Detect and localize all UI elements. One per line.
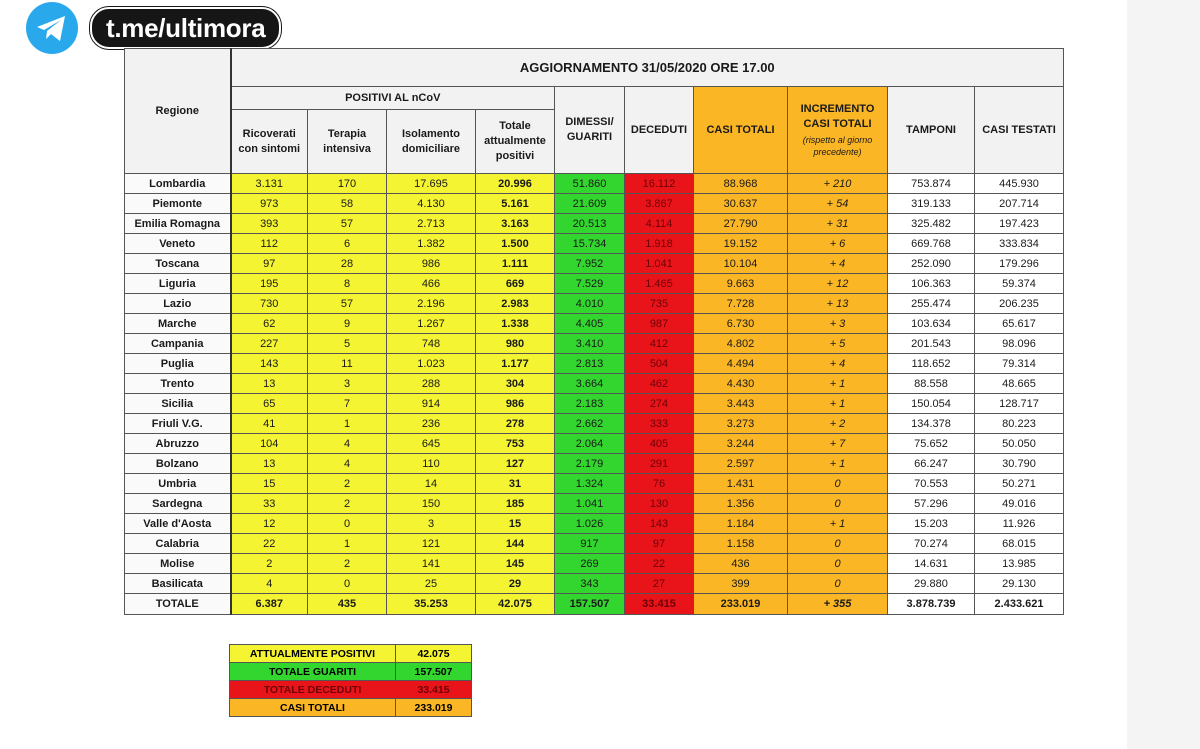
cell-dimessi: 1.041: [555, 494, 625, 514]
cell-totale-positivi: 753: [476, 434, 555, 454]
cell-tamponi: 70.553: [888, 474, 975, 494]
cell-regione: Calabria: [125, 534, 231, 554]
cell-totale-positivi: 31: [476, 474, 555, 494]
cell-ricoverati: 4: [231, 574, 308, 594]
cell-tamponi: 106.363: [888, 274, 975, 294]
cell-totale-positivi: 2.983: [476, 294, 555, 314]
cell-tamponi: 150.054: [888, 394, 975, 414]
telegram-icon: [26, 2, 78, 54]
cell-casi-totali: 10.104: [694, 254, 788, 274]
cell-totale-positivi: 20.996: [476, 174, 555, 194]
summary-table: [229, 644, 472, 717]
cell-tamponi: 118.652: [888, 354, 975, 374]
cell-isolamento: 25: [387, 574, 476, 594]
cell-totale-positivi: 986: [476, 394, 555, 414]
table-row: [125, 194, 1064, 214]
right-margin-strip: [1127, 0, 1200, 749]
cell-incremento: 0: [788, 534, 888, 554]
cell-incremento: + 4: [788, 354, 888, 374]
table-row: [125, 254, 1064, 274]
cell-casi-totali: 436: [694, 554, 788, 574]
cell-deceduti: 291: [625, 454, 694, 474]
summary-label: TOTALE GUARITI: [230, 663, 396, 681]
cell-casi-totali: 233.019: [694, 594, 788, 615]
cell-incremento: + 12: [788, 274, 888, 294]
telegram-watermark: [26, 2, 281, 54]
cell-dimessi: 20.513: [555, 214, 625, 234]
cell-deceduti: 76: [625, 474, 694, 494]
cell-casi-totali: 1.431: [694, 474, 788, 494]
cell-casi-testati: 13.985: [975, 554, 1064, 574]
cell-totale-positivi: 980: [476, 334, 555, 354]
cell-isolamento: 236: [387, 414, 476, 434]
cell-tamponi: 669.768: [888, 234, 975, 254]
cell-incremento: 0: [788, 554, 888, 574]
cell-tamponi: 88.558: [888, 374, 975, 394]
cell-deceduti: 1.918: [625, 234, 694, 254]
cell-isolamento: 150: [387, 494, 476, 514]
cell-deceduti: 143: [625, 514, 694, 534]
totals-row: [125, 594, 1064, 615]
table-row: [125, 334, 1064, 354]
cell-incremento: + 6: [788, 234, 888, 254]
cell-totale-positivi: 5.161: [476, 194, 555, 214]
cell-ricoverati: 97: [231, 254, 308, 274]
cell-terapia: 2: [308, 554, 387, 574]
cell-casi-totali: 9.663: [694, 274, 788, 294]
cell-dimessi: 51.860: [555, 174, 625, 194]
cell-regione: Lombardia: [125, 174, 231, 194]
cell-casi-totali: 27.790: [694, 214, 788, 234]
cell-ricoverati: 3.131: [231, 174, 308, 194]
cell-casi-testati: 79.314: [975, 354, 1064, 374]
cell-tamponi: 29.880: [888, 574, 975, 594]
cell-regione: Friuli V.G.: [125, 414, 231, 434]
cell-totale-positivi: 42.075: [476, 594, 555, 615]
table-row: [125, 234, 1064, 254]
header-tamponi: TAMPONI: [888, 87, 975, 174]
cell-regione: Valle d'Aosta: [125, 514, 231, 534]
cell-casi-testati: 2.433.621: [975, 594, 1064, 615]
cell-tamponi: 753.874: [888, 174, 975, 194]
table-row: [125, 314, 1064, 334]
cell-dimessi: 2.183: [555, 394, 625, 414]
cell-isolamento: 141: [387, 554, 476, 574]
cell-incremento: + 54: [788, 194, 888, 214]
cell-casi-totali: 3.273: [694, 414, 788, 434]
table-row: [125, 214, 1064, 234]
cell-tamponi: 57.296: [888, 494, 975, 514]
cell-incremento: + 4: [788, 254, 888, 274]
cell-isolamento: 2.196: [387, 294, 476, 314]
cell-terapia: 170: [308, 174, 387, 194]
cell-ricoverati: 65: [231, 394, 308, 414]
cell-deceduti: 22: [625, 554, 694, 574]
cell-ricoverati: 15: [231, 474, 308, 494]
cell-ricoverati: 2: [231, 554, 308, 574]
cell-isolamento: 121: [387, 534, 476, 554]
cell-tamponi: 3.878.739: [888, 594, 975, 615]
table-row: [125, 534, 1064, 554]
cell-terapia: 58: [308, 194, 387, 214]
cell-ricoverati: 143: [231, 354, 308, 374]
cell-incremento: + 31: [788, 214, 888, 234]
cell-tamponi: 252.090: [888, 254, 975, 274]
cell-incremento: 0: [788, 474, 888, 494]
cell-regione: Piemonte: [125, 194, 231, 214]
cell-regione: Puglia: [125, 354, 231, 374]
cell-deceduti: 405: [625, 434, 694, 454]
cell-isolamento: 466: [387, 274, 476, 294]
header-regione: Regione: [125, 49, 231, 174]
cell-casi-totali: 6.730: [694, 314, 788, 334]
summary-value: 157.507: [396, 663, 472, 681]
cell-totale-positivi: 1.338: [476, 314, 555, 334]
cell-isolamento: 3: [387, 514, 476, 534]
summary-row: [230, 645, 472, 663]
cell-casi-testati: 206.235: [975, 294, 1064, 314]
summary-label: CASI TOTALI: [230, 699, 396, 717]
cell-totale-positivi: 278: [476, 414, 555, 434]
cell-incremento: + 1: [788, 514, 888, 534]
cell-ricoverati: 12: [231, 514, 308, 534]
cell-deceduti: 16.112: [625, 174, 694, 194]
cell-totale-positivi: 1.177: [476, 354, 555, 374]
cell-casi-totali: 7.728: [694, 294, 788, 314]
cell-deceduti: 462: [625, 374, 694, 394]
cell-casi-testati: 98.096: [975, 334, 1064, 354]
cell-terapia: 4: [308, 454, 387, 474]
table-row: [125, 494, 1064, 514]
cell-terapia: 7: [308, 394, 387, 414]
cell-incremento: + 355: [788, 594, 888, 615]
cell-totale-positivi: 1.500: [476, 234, 555, 254]
summary-label: ATTUALMENTE POSITIVI: [230, 645, 396, 663]
table-row: [125, 434, 1064, 454]
cell-casi-testati: 11.926: [975, 514, 1064, 534]
cell-casi-totali: 3.443: [694, 394, 788, 414]
cell-casi-testati: 333.834: [975, 234, 1064, 254]
cell-ricoverati: 62: [231, 314, 308, 334]
cell-dimessi: 2.662: [555, 414, 625, 434]
cell-terapia: 8: [308, 274, 387, 294]
table-row: [125, 454, 1064, 474]
cell-incremento: + 1: [788, 394, 888, 414]
table-row: [125, 354, 1064, 374]
cell-incremento: + 1: [788, 374, 888, 394]
cell-tamponi: 319.133: [888, 194, 975, 214]
summary-value: 33.415: [396, 681, 472, 699]
cell-dimessi: 15.734: [555, 234, 625, 254]
table-row: [125, 174, 1064, 194]
cell-regione: Trento: [125, 374, 231, 394]
cell-ricoverati: 13: [231, 374, 308, 394]
cell-ricoverati: 112: [231, 234, 308, 254]
cell-ricoverati: 973: [231, 194, 308, 214]
table-row: [125, 294, 1064, 314]
table-body: [125, 174, 1064, 615]
cell-incremento: + 1: [788, 454, 888, 474]
table-row: [125, 374, 1064, 394]
cell-terapia: 5: [308, 334, 387, 354]
cell-incremento: + 13: [788, 294, 888, 314]
header-positivi-group: POSITIVI AL nCoV: [231, 87, 555, 110]
cell-deceduti: 27: [625, 574, 694, 594]
covid-regional-table: [124, 48, 1064, 615]
cell-dimessi: 269: [555, 554, 625, 574]
cell-incremento: + 7: [788, 434, 888, 454]
cell-dimessi: 1.026: [555, 514, 625, 534]
cell-casi-testati: 179.296: [975, 254, 1064, 274]
cell-terapia: 3: [308, 374, 387, 394]
cell-tamponi: 325.482: [888, 214, 975, 234]
cell-regione: Veneto: [125, 234, 231, 254]
header-deceduti: DECEDUTI: [625, 87, 694, 174]
cell-terapia: 28: [308, 254, 387, 274]
cell-ricoverati: 41: [231, 414, 308, 434]
cell-regione: Liguria: [125, 274, 231, 294]
cell-deceduti: 1.465: [625, 274, 694, 294]
cell-casi-totali: 1.184: [694, 514, 788, 534]
cell-regione: Molise: [125, 554, 231, 574]
header-totale-positivi: Totale attualmente positivi: [476, 110, 555, 174]
table-title: AGGIORNAMENTO 31/05/2020 ORE 17.00: [231, 49, 1064, 87]
cell-terapia: 57: [308, 214, 387, 234]
cell-terapia: 11: [308, 354, 387, 374]
cell-regione: Lazio: [125, 294, 231, 314]
cell-isolamento: 17.695: [387, 174, 476, 194]
cell-isolamento: 914: [387, 394, 476, 414]
table-row: [125, 274, 1064, 294]
cell-terapia: 435: [308, 594, 387, 615]
cell-tamponi: 70.274: [888, 534, 975, 554]
cell-terapia: 2: [308, 474, 387, 494]
cell-tamponi: 15.203: [888, 514, 975, 534]
cell-incremento: 0: [788, 494, 888, 514]
cell-ricoverati: 6.387: [231, 594, 308, 615]
cell-casi-testati: 29.130: [975, 574, 1064, 594]
cell-terapia: 1: [308, 414, 387, 434]
table-row: [125, 394, 1064, 414]
watermark-link-text: t.me/ultimora: [90, 7, 281, 49]
cell-ricoverati: 393: [231, 214, 308, 234]
cell-isolamento: 4.130: [387, 194, 476, 214]
cell-totale-positivi: 127: [476, 454, 555, 474]
cell-dimessi: 2.179: [555, 454, 625, 474]
cell-deceduti: 4.114: [625, 214, 694, 234]
cell-terapia: 4: [308, 434, 387, 454]
cell-deceduti: 1.041: [625, 254, 694, 274]
cell-casi-testati: 49.016: [975, 494, 1064, 514]
cell-incremento: 0: [788, 574, 888, 594]
cell-casi-totali: 2.597: [694, 454, 788, 474]
cell-dimessi: 2.064: [555, 434, 625, 454]
cell-isolamento: 986: [387, 254, 476, 274]
cell-ricoverati: 22: [231, 534, 308, 554]
cell-regione: Marche: [125, 314, 231, 334]
cell-deceduti: 97: [625, 534, 694, 554]
cell-deceduti: 987: [625, 314, 694, 334]
cell-casi-testati: 207.714: [975, 194, 1064, 214]
cell-dimessi: 4.010: [555, 294, 625, 314]
cell-isolamento: 1.023: [387, 354, 476, 374]
summary-row: [230, 663, 472, 681]
cell-totale-positivi: 1.111: [476, 254, 555, 274]
cell-totale-positivi: 3.163: [476, 214, 555, 234]
cell-terapia: 1: [308, 534, 387, 554]
cell-tamponi: 75.652: [888, 434, 975, 454]
cell-regione: Toscana: [125, 254, 231, 274]
cell-deceduti: 33.415: [625, 594, 694, 615]
cell-ricoverati: 227: [231, 334, 308, 354]
cell-terapia: 0: [308, 574, 387, 594]
cell-dimessi: 343: [555, 574, 625, 594]
table-row: [125, 574, 1064, 594]
cell-incremento: + 210: [788, 174, 888, 194]
cell-regione: Emilia Romagna: [125, 214, 231, 234]
cell-totale-positivi: 15: [476, 514, 555, 534]
cell-casi-testati: 50.271: [975, 474, 1064, 494]
header-casi-testati: CASI TESTATI: [975, 87, 1064, 174]
table-row: [125, 474, 1064, 494]
cell-dimessi: 3.664: [555, 374, 625, 394]
cell-casi-testati: 445.930: [975, 174, 1064, 194]
cell-regione: Bolzano: [125, 454, 231, 474]
header-incremento: [788, 87, 888, 174]
table-row: [125, 554, 1064, 574]
cell-tamponi: 255.474: [888, 294, 975, 314]
cell-ricoverati: 104: [231, 434, 308, 454]
cell-isolamento: 2.713: [387, 214, 476, 234]
cell-deceduti: 274: [625, 394, 694, 414]
cell-casi-testati: 128.717: [975, 394, 1064, 414]
cell-dimessi: 157.507: [555, 594, 625, 615]
cell-dimessi: 21.609: [555, 194, 625, 214]
cell-casi-totali: 19.152: [694, 234, 788, 254]
cell-terapia: 6: [308, 234, 387, 254]
cell-deceduti: 333: [625, 414, 694, 434]
cell-terapia: 0: [308, 514, 387, 534]
cell-casi-totali: 30.637: [694, 194, 788, 214]
summary-row: [230, 699, 472, 717]
cell-totale-positivi: 669: [476, 274, 555, 294]
cell-dimessi: 917: [555, 534, 625, 554]
header-casi-totali: CASI TOTALI: [694, 87, 788, 174]
cell-totale-positivi: 304: [476, 374, 555, 394]
cell-terapia: 9: [308, 314, 387, 334]
cell-dimessi: 7.952: [555, 254, 625, 274]
cell-isolamento: 110: [387, 454, 476, 474]
cell-casi-totali: 1.158: [694, 534, 788, 554]
cell-dimessi: 2.813: [555, 354, 625, 374]
cell-incremento: + 2: [788, 414, 888, 434]
cell-isolamento: 1.267: [387, 314, 476, 334]
cell-isolamento: 14: [387, 474, 476, 494]
cell-deceduti: 412: [625, 334, 694, 354]
cell-regione: Abruzzo: [125, 434, 231, 454]
cell-regione: Umbria: [125, 474, 231, 494]
header-terapia: Terapia intensiva: [308, 110, 387, 174]
cell-regione: Sicilia: [125, 394, 231, 414]
cell-dimessi: 7.529: [555, 274, 625, 294]
cell-regione: Sardegna: [125, 494, 231, 514]
header-incremento-note: (rispetto al giorno precedente): [802, 135, 873, 157]
table-row: [125, 514, 1064, 534]
cell-tamponi: 103.634: [888, 314, 975, 334]
cell-deceduti: 735: [625, 294, 694, 314]
cell-casi-testati: 80.223: [975, 414, 1064, 434]
cell-ricoverati: 33: [231, 494, 308, 514]
cell-casi-totali: 3.244: [694, 434, 788, 454]
cell-incremento: + 5: [788, 334, 888, 354]
cell-isolamento: 288: [387, 374, 476, 394]
cell-dimessi: 4.405: [555, 314, 625, 334]
cell-tamponi: 134.378: [888, 414, 975, 434]
cell-casi-totali: 4.494: [694, 354, 788, 374]
cell-totale-positivi: 144: [476, 534, 555, 554]
header-isolamento: Isolamento domiciliare: [387, 110, 476, 174]
cell-ricoverati: 13: [231, 454, 308, 474]
cell-incremento: + 3: [788, 314, 888, 334]
summary-row: [230, 681, 472, 699]
cell-casi-testati: 48.665: [975, 374, 1064, 394]
cell-casi-totali: 4.430: [694, 374, 788, 394]
cell-casi-totali: 88.968: [694, 174, 788, 194]
cell-casi-totali: 399: [694, 574, 788, 594]
cell-isolamento: 1.382: [387, 234, 476, 254]
header-incremento-label: INCREMENTO CASI TOTALI: [800, 103, 875, 130]
cell-casi-testati: 68.015: [975, 534, 1064, 554]
table-row: [125, 414, 1064, 434]
cell-isolamento: 748: [387, 334, 476, 354]
cell-casi-totali: 1.356: [694, 494, 788, 514]
header-dimessi: DIMESSI/ GUARITI: [555, 87, 625, 174]
cell-casi-testati: 30.790: [975, 454, 1064, 474]
cell-totale-positivi: 29: [476, 574, 555, 594]
cell-totale-positivi: 185: [476, 494, 555, 514]
cell-regione: Campania: [125, 334, 231, 354]
cell-deceduti: 3.867: [625, 194, 694, 214]
summary-label: TOTALE DECEDUTI: [230, 681, 396, 699]
cell-tamponi: 201.543: [888, 334, 975, 354]
cell-casi-testati: 50.050: [975, 434, 1064, 454]
cell-dimessi: 3.410: [555, 334, 625, 354]
cell-isolamento: 645: [387, 434, 476, 454]
cell-ricoverati: 195: [231, 274, 308, 294]
cell-casi-totali: 4.802: [694, 334, 788, 354]
cell-tamponi: 14.631: [888, 554, 975, 574]
cell-terapia: 57: [308, 294, 387, 314]
cell-casi-testati: 197.423: [975, 214, 1064, 234]
cell-dimessi: 1.324: [555, 474, 625, 494]
cell-casi-testati: 59.374: [975, 274, 1064, 294]
cell-casi-testati: 65.617: [975, 314, 1064, 334]
cell-isolamento: 35.253: [387, 594, 476, 615]
header-ricoverati: Ricoverati con sintomi: [231, 110, 308, 174]
cell-deceduti: 504: [625, 354, 694, 374]
summary-value: 42.075: [396, 645, 472, 663]
summary-value: 233.019: [396, 699, 472, 717]
cell-regione: TOTALE: [125, 594, 231, 615]
cell-regione: Basilicata: [125, 574, 231, 594]
cell-deceduti: 130: [625, 494, 694, 514]
cell-tamponi: 66.247: [888, 454, 975, 474]
cell-ricoverati: 730: [231, 294, 308, 314]
cell-totale-positivi: 145: [476, 554, 555, 574]
cell-terapia: 2: [308, 494, 387, 514]
